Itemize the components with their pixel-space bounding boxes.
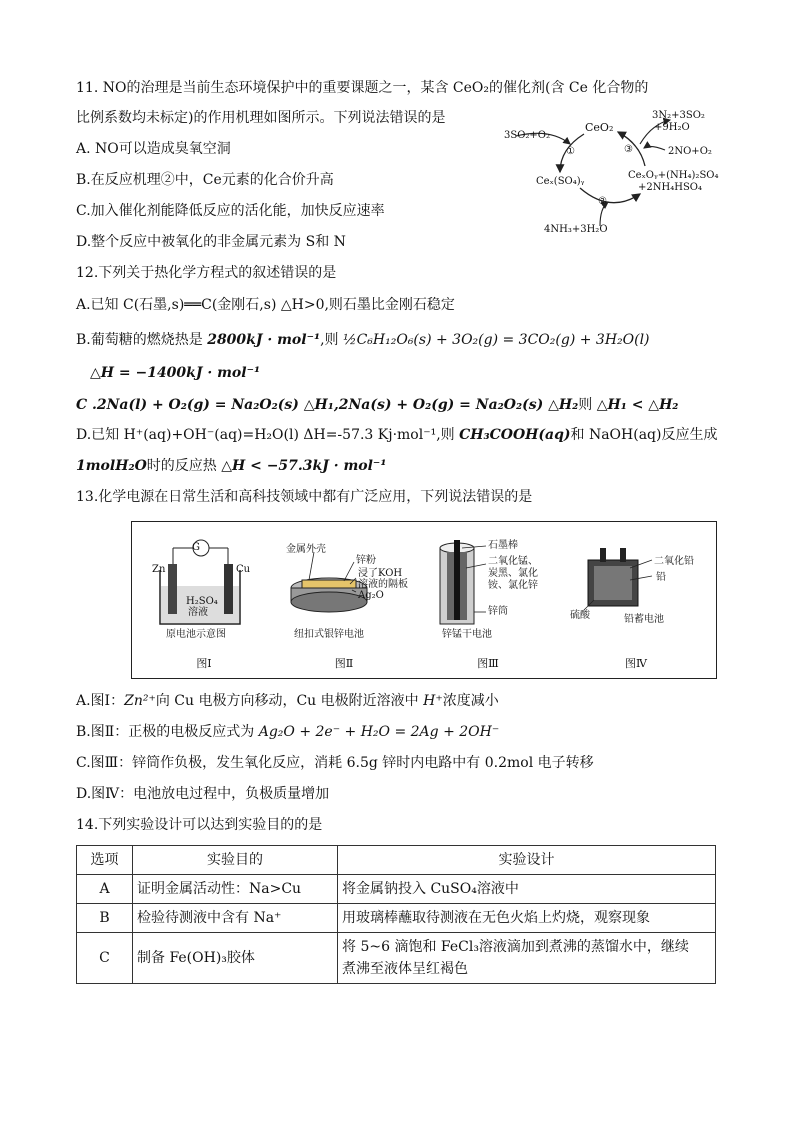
figure-4 [564,528,710,652]
q12-b-prefix: B.葡萄糖的燃烧热是 [76,332,208,348]
q13-a-1: A.图Ⅰ： [76,693,125,709]
graphite-rod-label: 石墨棒 [488,540,518,551]
table-row [77,875,716,904]
step-1-marker: ① [566,146,575,157]
q12-d-2a: 1molH₂O [76,458,147,474]
q12-b-enthalpy [90,363,260,383]
q12-c-eq1: C .2Na(l) + O₂(g) = Na₂O₂(s) △H₁, [76,397,339,413]
header-goal: 实验目的 [133,846,338,875]
q12-d-1b: CH₃COOH(aq) [459,427,571,443]
mixture-label-1: 二氧化锰、 [488,556,538,567]
zinc-powder-label: 锌粉 [356,555,376,566]
q12-option-b [76,330,650,350]
input-nh3-label: 4NH₃+3H₂O [544,224,608,235]
figure-3-title: 锌锰干电池 [442,629,492,640]
q13-a-2: Zn²⁺ [124,693,156,709]
metal-shell-label: 金属外壳 [286,544,326,555]
q13-a-4: H⁺ [423,693,443,709]
row-c-design-line2: 煮沸至液体呈红褐色 [342,961,468,977]
figure-2-title: 纽扣式银锌电池 [294,629,364,640]
q12-d-1a: D.已知 H⁺(aq)+OH⁻(aq)=H₂O(l) ΔH=-57.3 Kj·mol⁻¹,则 [76,427,460,443]
output-3b-label: +9H₂O [654,122,690,133]
q12-b-equation: ½C₆H₁₂O₆(s) + 3O₂(g) = 3CO₂(g) + 3H₂O(l) [343,332,650,348]
q13-b-1: B.图Ⅱ：正极的电极反应式为 [76,724,259,740]
row-b-option: B [77,904,133,933]
input-so2-label: 3SO₂+O₂ [504,130,551,141]
row-a-goal: 证明金属活动性：Na>Cu [133,875,338,904]
row-a-option: A [77,875,133,904]
figure-2-caption: 图Ⅱ [334,657,354,670]
sulfuric-acid-label: 硫酸 [570,610,590,621]
q12-b-mid: ,则 [320,332,344,348]
koh-separator-label-2: 溶液的隔板 [358,579,408,590]
q12-d-2b: 时的反应热 [146,458,222,474]
q13-option-a [76,691,499,711]
battery-figures-panel [131,521,717,679]
galvanometer-label: G [192,542,200,553]
figure-3-caption: 图Ⅲ [477,657,499,670]
step-2-marker: ② [598,196,607,207]
q11-option-a: A. NO可以造成臭氧空洞 [76,141,231,157]
q14-stem: 14.下列实验设计可以达到实验目的的是 [76,817,323,833]
cu-electrode-label: Cu [236,564,251,575]
q13-stem: 13.化学电源在日常生活和高科技领域中都有广泛应用，下列说法错误的是 [76,489,533,505]
q11-option-d: D.整个反应中被氧化的非金属元素为 S和 N [76,234,346,250]
koh-separator-label-1: 浸了KOH [358,568,403,579]
q12-stem: 12.下列关于热化学方程式的叙述错误的是 [76,265,337,281]
pb-label: 铅 [656,572,666,583]
q13-option-c: C.图Ⅲ：锌筒作负极，发生氧化反应，消耗 6.5g 锌时内电路中有 0.2mol 电子转移 [76,755,594,771]
figure-2 [274,528,412,652]
q11-stem-line2: 比例系数均未标定)的作用机理如图所示。下列说法错误的是 [76,110,446,126]
catalytic-cycle-diagram [500,104,740,239]
pbo2-label: 二氧化铅 [654,556,694,567]
q12-c-relation: △H₁ < △H₂ [596,397,679,413]
electrolyte-label-2: 溶液 [188,607,208,618]
ag2o-label: Ag₂O [358,590,384,601]
ceo2-label: CeO₂ [585,121,614,134]
figure-1 [138,528,270,652]
ce-sulfate-label: Ceₓ(SO₄)ᵧ [536,176,585,187]
row-c-design [338,933,716,984]
mixture-label-2: 炭黑、氯化 [488,568,538,579]
q12-option-d-line2 [76,456,386,476]
table-row [77,904,716,933]
row-c-goal: 制备 Fe(OH)₃胶体 [133,933,338,984]
row-a-design: 将金属钠投入 CuSO₄溶液中 [338,875,716,904]
lead-acid-battery-drawing [564,528,710,652]
table-header-row [77,846,716,875]
q12-b-dh: △H = −1400kJ · mol⁻¹ [90,365,261,381]
zinc-can-label: 锌筒 [488,606,508,617]
q11-option-c: C.加入催化剂能降低反应的活化能，加快反应速率 [76,203,385,219]
q13-option-b [76,722,499,742]
q11-stem-line1: 11. NO的治理是当前生态环境保护中的重要课题之一，某含 CeO₂的催化剂(含 Ce 化合物的 [76,80,649,96]
q11-option-b: B.在反应机理②中，Ce元素的化合价升高 [76,172,334,188]
input-no-label: 2NO+O₂ [668,146,712,157]
output-3a-label: 3N₂+3SO₂ [652,110,705,121]
q13-a-3: 向 Cu 电极方向移动，Cu 电极附近溶液中 [155,693,424,709]
q12-d-1c: 和 NaOH(aq)反应生成 [570,427,718,443]
figure-3 [420,528,558,652]
q12-c-eq2: 2Na(s) + O₂(g) = Na₂O₂(s) △H₂ [338,397,579,413]
figure-1-title: 原电池示意图 [166,629,226,640]
q12-b-heat: 2800kJ · mol⁻¹ [207,332,321,348]
header-design: 实验设计 [338,846,716,875]
row-c-option: C [77,933,133,984]
electrolyte-label-1: H₂SO₄ [186,596,218,607]
row-c-design-line1: 将 5~6 滴饱和 FeCl₃溶液滴加到煮沸的蒸馏水中，继续 [342,939,689,955]
product-2a-label: CeₓOᵧ+(NH₄)₂SO₄ [628,170,719,181]
q12-option-d-line1 [76,425,717,445]
row-b-goal: 检验待测液中含有 Na⁺ [133,904,338,933]
step-3-marker: ③ [624,144,633,155]
figure-1-caption: 图Ⅰ [196,657,212,670]
q12-option-c [76,395,678,415]
mixture-label-3: 铵、氯化锌 [488,580,538,591]
figure-4-caption: 图Ⅳ [625,657,647,670]
row-b-design: 用玻璃棒蘸取待测液在无色火焰上灼烧，观察现象 [338,904,716,933]
experiment-table [76,845,716,984]
q12-option-a: A.已知 C(石墨,s)══C(金刚石,s) △H>0,则石墨比金刚石稳定 [76,297,455,313]
q13-option-d: D.图Ⅳ：电池放电过程中，负极质量增加 [76,786,330,802]
table-row [77,933,716,984]
q12-c-then: 则 [578,397,593,413]
q13-b-2: Ag₂O + 2e⁻ + H₂O = 2Ag + 2OH⁻ [258,724,500,740]
q12-d-2c: △H < −57.3kJ · mol⁻¹ [221,458,387,474]
figure-4-title: 铅蓄电池 [624,614,664,625]
product-2b-label: +2NH₄HSO₄ [638,182,702,193]
q13-a-5: 浓度减小 [442,693,499,709]
zn-electrode-label: Zn [152,564,166,575]
header-option: 选项 [77,846,133,875]
